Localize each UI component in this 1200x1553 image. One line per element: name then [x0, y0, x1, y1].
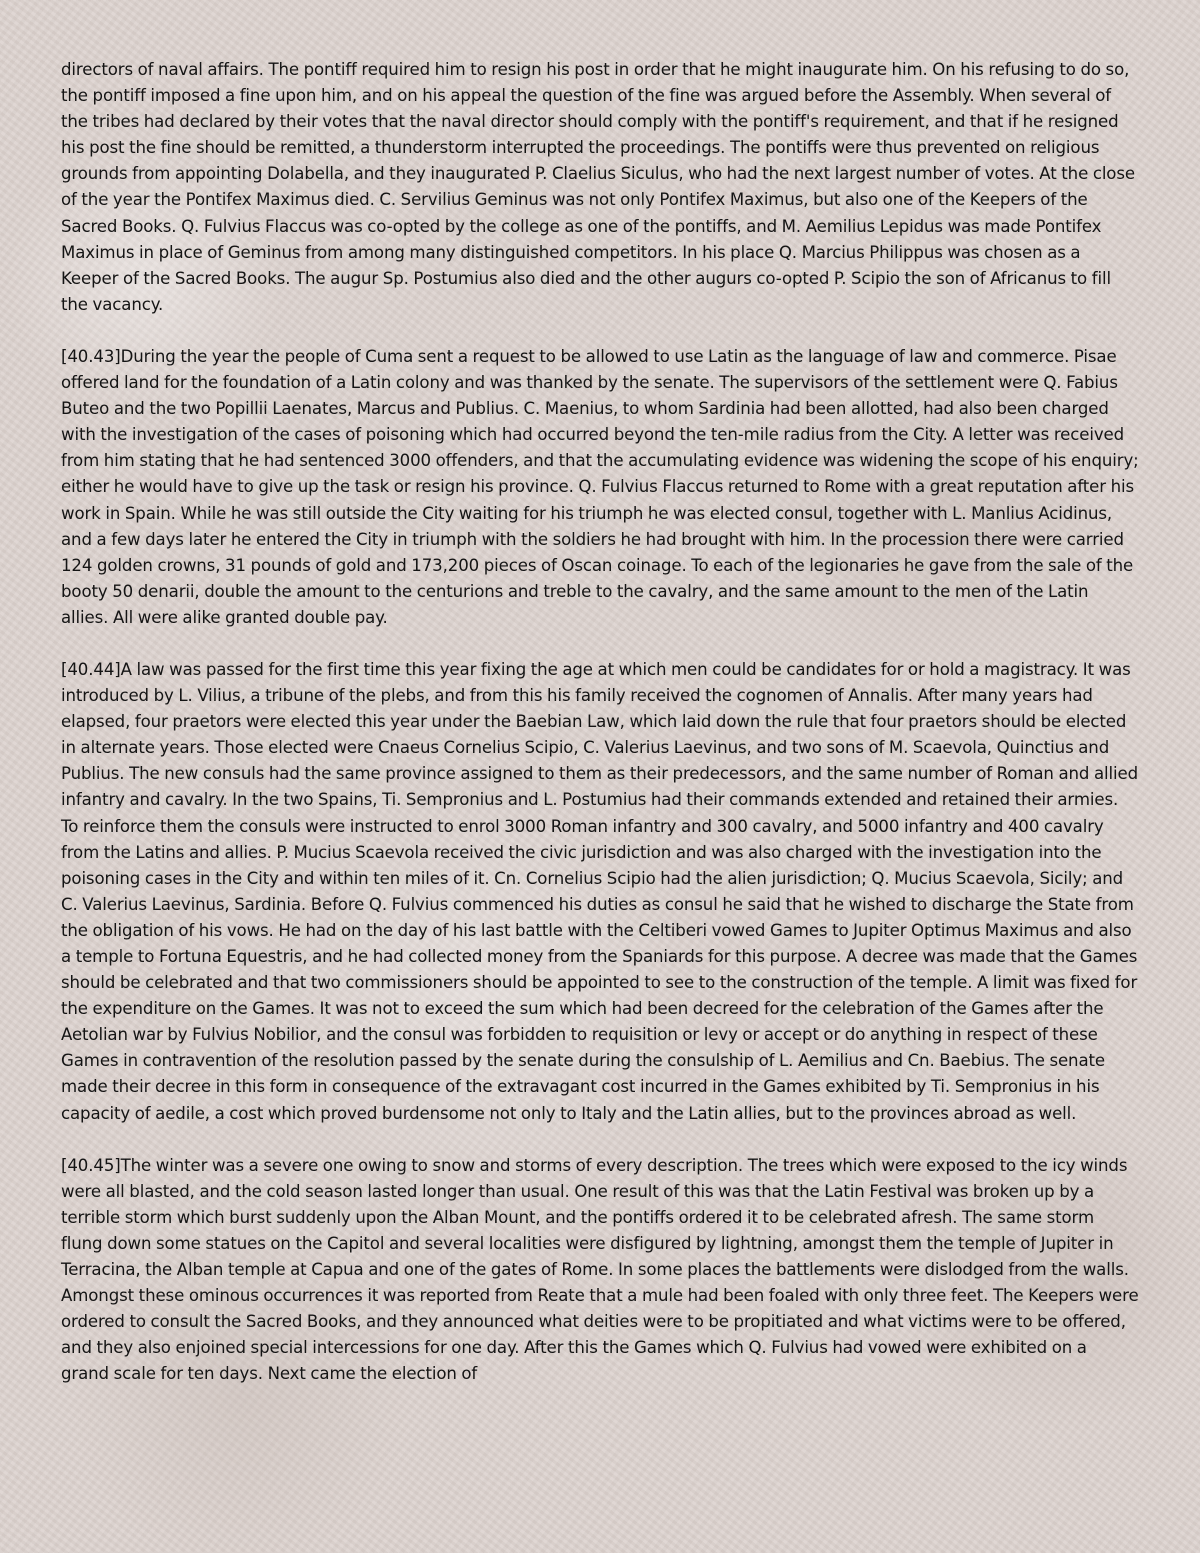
paragraph-continued: directors of naval affairs. The pontiff required him to resign his post in order that he might inaugurate him. On his refusing to do so, the pontiff imposed a fine upon him, and on his appeal the question of the fine was argued before the Assembly. When several of the tribes had declared by their votes that the naval director should comply with the pontiff's requirement, and that if he resigned his post the fine should be remitted, a thunderstorm interrupted the proceedings. The pontiffs were thus prevented on religious grounds from appointing Dolabella, and they inaugurated P. Claelius Siculus, who had the next largest number of votes. At the close of the year the Pontifex Maximus died. C. Servilius Geminus was not only Pontifex Maximus, but also one of the Keepers of the Sacred Books. Q. Fulvius Flaccus was co-opted by the college as one of the pontiffs, and M. Aemilius Lepidus was made Pontifex Maximus in place of Geminus from among many distinguished competitors. In his place Q. Marcius Philippus was chosen as a Keeper of the Sacred Books. The augur Sp. Postumius also died and the other augurs co-opted P. Scipio the son of Africanus to fill the vacancy.	[61, 60, 1135, 314]
paragraph-40-45: [40.45]The winter was a severe one owing to snow and storms of every description. The trees which were exposed to the icy winds were all blasted, and the cold season lasted longer than usual. One result of this was that the Latin Festival was broken up by a terrible storm which burst suddenly upon the Alban Mount, and the pontiffs ordered it to be celebrated afresh. The same storm flung down some statues on the Capitol and several localities were disfigured by lightning, amongst them the temple of Jupiter in Terracina, the Alban temple at Capua and one of the gates of Rome. In some places the battlements were dislodged from the walls. Amongst these ominous occurrences it was reported from Reate that a mule had been foaled with only three feet. The Keepers were ordered to consult the Sacred Books, and they announced what deities were to be propitiated and what victims were to be offered, and they also enjoined special intercessions for one day. After this the Games which Q. Fulvius had vowed were exhibited on a grand scale for ten days. Next came the election of	[61, 1155, 1139, 1384]
document-page	[61, 57, 1139, 1414]
paragraph-40-44: [40.44]A law was passed for the first time this year fixing the age at which men could be candidates for or hold a magistracy. It was introduced by L. Vilius, a tribune of the plebs, and from this his family received the cognomen of Annalis. After many years had elapsed, four praetors were elected this year under the Baebian Law, which laid down the rule that four praetors should be elected in alternate years. Those elected were Cnaeus Cornelius Scipio, C. Valerius Laevinus, and two sons of M. Scaevola, Quinctius and Publius. The new consuls had the same province assigned to them as their predecessors, and the same number of Roman and allied infantry and cavalry. In the two Spains, Ti. Sempronius and L. Postumius had their commands extended and retained their armies. To reinforce them the consuls were instructed to enrol 3000 Roman infantry and 300 cavalry, and 5000 infantry and 400 cavalry from the Latins and allies. P. Mucius Scaevola received the civic jurisdiction and was also charged with the investigation into the poisoning cases in the City and within ten miles of it. Cn. Cornelius Scipio had the alien jurisdiction; Q. Mucius Scaevola, Sicily; and C. Valerius Laevinus, Sardinia. Before Q. Fulvius commenced his duties as consul he said that he wished to discharge the State from the obligation of his vows. He had on the day of his last battle with the Celtiberi vowed Games to Jupiter Optimus Maximus and also a temple to Fortuna Equestris, and he had collected money from the Spaniards for this purpose. A decree was made that the Games should be celebrated and that two commissioners should be appointed to see to the construction of the temple. A limit was fixed for the expenditure on the Games. It was not to exceed the sum which had been decreed for the celebration of the Games after the Aetolian war by Fulvius Nobilior, and the consul was forbidden to requisition or levy or accept or do anything in respect of these Games in contravention of the resolution passed by the senate during the consulship of L. Aemilius and Cn. Baebius. The senate made their decree in this form in consequence of the extravagant cost incurred in the Games exhibited by Ti. Sempronius in his capacity of aedile, a cost which proved burdensome not only to Italy and the Latin allies, but to the provinces abroad as well.	[61, 659, 1138, 1123]
paragraph-40-43: [40.43]During the year the people of Cuma sent a request to be allowed to use Latin as the language of law and commerce. Pisae offered land for the foundation of a Latin colony and was thanked by the senate. The supervisors of the settlement were Q. Fabius Buteo and the two Popillii Laenates, Marcus and Publius. C. Maenius, to whom Sardinia had been allotted, had also been charged with the investigation of the cases of poisoning which had occurred beyond the ten-mile radius from the City. A letter was received from him stating that he had sentenced 3000 offenders, and that the accumulating evidence was widening the scope of his enquiry; either he would have to give up the task or resign his province. Q. Fulvius Flaccus returned to Rome with a great reputation after his work in Spain. While he was still outside the City waiting for his triumph he was elected consul, together with L. Manlius Acidinus, and a few days later he entered the City in triumph with the soldiers he had brought with him. In the procession there were carried 124 golden crowns, 31 pounds of gold and 173,200 pieces of Oscan coinage. To each of the legionaries he gave from the sale of the booty 50 denarii, double the amount to the centurions and treble to the cavalry, and the same amount to the men of the Latin allies. All were alike granted double pay.	[61, 346, 1139, 627]
